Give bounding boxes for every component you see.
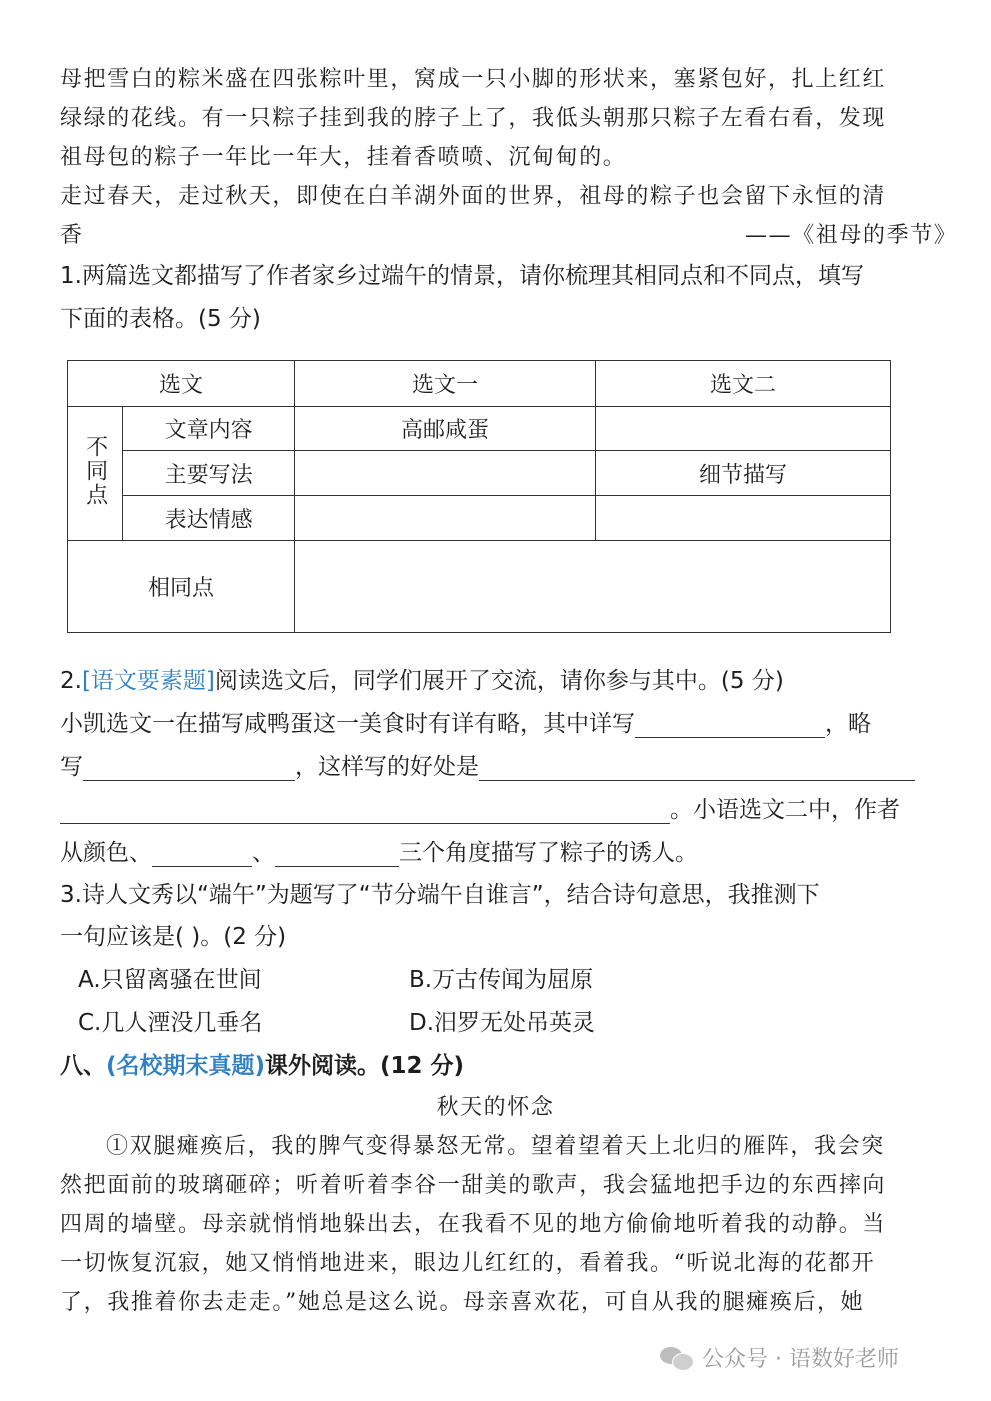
table-same-label: 相同点 — [68, 541, 295, 633]
table-header-cell: 选文二 — [596, 361, 891, 407]
q3-line-2: 一句应该是( )。(2 分) — [60, 924, 287, 950]
passage-line-5: 香 — [60, 223, 84, 248]
table-same-cell[interactable] — [295, 541, 891, 633]
answer-blank[interactable] — [83, 756, 295, 781]
answer-blank[interactable] — [479, 756, 915, 781]
q2-line-3 — [60, 748, 915, 781]
story-line: 四周的墙壁。母亲就悄悄地躲出去，在我看不见的地方偷偷地听着我的动静。当 — [60, 1212, 887, 1237]
passage-source: ——《祖母的季节》 — [745, 223, 958, 248]
story-line: 了，我推着你去走走。”她总是这么说。母亲喜欢花，可自从我的腿瘫痪后，她 — [60, 1290, 865, 1315]
q2-text: 、 — [252, 840, 275, 866]
q2-text: 。小语选文二中，作者 — [670, 797, 900, 823]
table-row-label: 文章内容 — [123, 407, 295, 451]
table-cell[interactable] — [295, 496, 596, 541]
answer-blank[interactable] — [635, 713, 825, 738]
q2-text: 小凯选文一在描写咸鸭蛋这一美食时有详有略，其中详写 — [60, 711, 635, 737]
q2-title — [60, 662, 784, 695]
table-group-label — [68, 407, 123, 541]
passage-line-3: 祖母包的粽子一年比一年大，挂着香喷喷、沉甸甸的。 — [60, 145, 627, 170]
table-cell[interactable]: 细节描写 — [596, 451, 891, 496]
comparison-table — [67, 360, 891, 633]
q1-line-2: 下面的表格。(5 分) — [60, 306, 261, 332]
table-header-cell: 选文一 — [295, 361, 596, 407]
q2-text: 写 — [60, 754, 83, 780]
q2-line-5 — [60, 834, 698, 867]
table-row-label: 表达情感 — [123, 496, 295, 541]
wechat-icon — [660, 1345, 694, 1371]
answer-blank[interactable] — [152, 842, 252, 867]
table-cell[interactable] — [596, 496, 891, 541]
table-row-label: 主要写法 — [123, 451, 295, 496]
watermark-text: 公众号 · 语数好老师 — [702, 1347, 899, 1372]
watermark — [660, 1342, 899, 1373]
answer-blank[interactable] — [60, 799, 670, 824]
q2-text: ，这样写的好处是 — [295, 754, 479, 780]
q2-title-text: 阅读选文后，同学们展开了交流，请你参与其中。(5 分) — [214, 668, 784, 694]
q2-line-2 — [60, 705, 871, 738]
table-cell[interactable] — [295, 451, 596, 496]
passage-line-1: 母把雪白的粽米盛在四张粽叶里，窝成一只小脚的形状来，塞紧包好，扎上红红 — [60, 67, 887, 92]
q2-text: ，略 — [825, 711, 871, 737]
table-group-label-text: 不同点 — [82, 434, 108, 507]
story-line: 一切恢复沉寂，她又悄悄地进来，眼边儿红红的，看着我。“听说北海的花都开 — [60, 1251, 876, 1276]
q1-line-1: 1.两篇选文都描写了作者家乡过端午的情景，请你梳理其相同点和不同点，填写 — [60, 263, 864, 289]
q2-tag: [语文要素题] — [81, 668, 215, 694]
q3-line-1: 3.诗人文秀以“端午”为题写了“节分端午自谁言”，结合诗句意思，我推测下 — [60, 882, 820, 908]
story-line: ①双腿瘫痪后，我的脾气变得暴怒无常。望着望着天上北归的雁阵，我会突 — [106, 1134, 885, 1159]
table-cell[interactable]: 高邮咸蛋 — [295, 407, 596, 451]
passage-line-4: 走过春天，走过秋天，即使在白羊湖外面的世界，祖母的粽子也会留下永恒的清 — [60, 184, 887, 209]
section-8-heading — [60, 1047, 464, 1080]
story-title: 秋天的怀念 — [436, 1095, 555, 1120]
q2-text: 三个角度描写了粽子的诱人。 — [399, 840, 698, 866]
table-header-cell: 选文 — [68, 361, 295, 407]
answer-blank[interactable] — [275, 842, 399, 867]
q2-text: 从颜色、 — [60, 840, 152, 866]
section-8-rest: 课外阅读。(12 分) — [265, 1053, 465, 1079]
q3-option-b[interactable]: B.万古传闻为屈原 — [409, 967, 594, 993]
q3-option-a[interactable]: A.只留离骚在世间 — [78, 967, 262, 993]
q2-line-4 — [60, 791, 900, 824]
passage-line-2: 绿绿的花线。有一只粽子挂到我的脖子上了，我低头朝那只粽子左看右看，发现 — [60, 106, 887, 131]
section-8-prefix: 八、 — [60, 1053, 106, 1079]
section-8-tag: (名校期末真题) — [106, 1053, 266, 1079]
q2-number: 2. — [60, 668, 82, 694]
q3-option-c[interactable]: C.几人湮没几垂名 — [78, 1010, 263, 1036]
table-cell[interactable] — [596, 407, 891, 451]
story-line: 然把面前的玻璃砸碎；听着听着李谷一甜美的歌声，我会猛地把手边的东西摔向 — [60, 1173, 887, 1198]
q3-option-d[interactable]: D.汨罗无处吊英灵 — [409, 1010, 596, 1036]
